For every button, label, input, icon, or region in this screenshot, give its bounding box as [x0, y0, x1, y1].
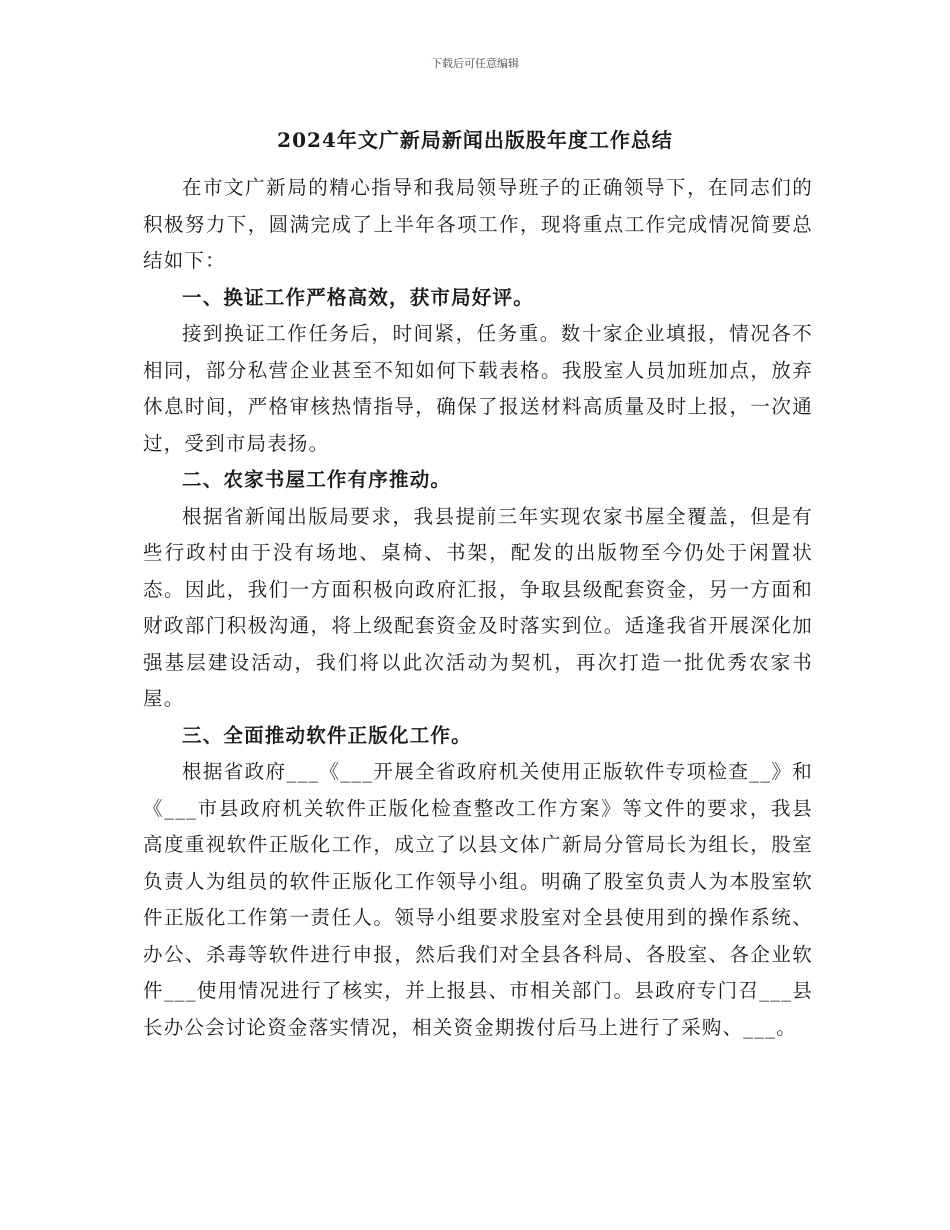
section-heading-1: 一、换证工作严格高效，获市局好评。	[182, 285, 534, 309]
section-heading-3: 三、全面推动软件正版化工作。	[182, 723, 472, 747]
document-body	[143, 170, 813, 1046]
intro-paragraph: 在市文广新局的精心指导和我局领导班子的正确领导下，在同志们的积极努力下，圆满完成了上半年各项工作，现将重点工作完成情况简要总结如下：	[143, 176, 813, 272]
document-title: 2024年文广新局新闻出版股年度工作总结	[277, 128, 673, 152]
header-note: 下载后可任意编辑	[431, 57, 519, 70]
section-3-paragraph: 根据省政府___《___开展全省政府机关使用正版软件专项检查__》和《___市县政府机关软件正版化检查整改工作方案》等文件的要求，我县高度重视软件正版化工作，成立了以县文体广新局分管局长为组长，股室负责人为组员的软件正版化工作领导小组。明确了股室负责人为本股室软件正版化工作第一责任人。领导小组要求股室对全县使用到的操作系统、办公、杀毒等软件进行申报，然后我们对全县各科局、各股室、各企业软件___使用情况进行了核实，并上报县、市相关部门。县政府专门召___县长办公会讨论资金落实情况，相关资金期拨付后马上进行了采购、___。	[143, 760, 813, 1039]
section-heading-2: 二、农家书屋工作有序推动。	[182, 468, 452, 491]
section-1-paragraph: 接到换证工作任务后，时间紧，任务重。数十家企业填报，情况各不相同，部分私营企业甚至不知如何下载表格。我股室人员加班加点，放弃休息时间，严格审核热情指导，确保了报送材料高质量及时上报，一次通过，受到市局表扬。	[143, 322, 813, 455]
section-2-paragraph: 根据省新闻出版局要求，我县提前三年实现农家书屋全覆盖，但是有些行政村由于没有场地、桌椅、书架，配发的出版物至今仍处于闲置状态。因此，我们一方面积极向政府汇报，争取县级配套资金，另一方面和财政部门积极沟通，将上级配套资金及时落实到位。适逢我省开展深化加强基层建设活动，我们将以此次活动为契机，再次打造一批优秀农家书屋。	[143, 504, 813, 710]
